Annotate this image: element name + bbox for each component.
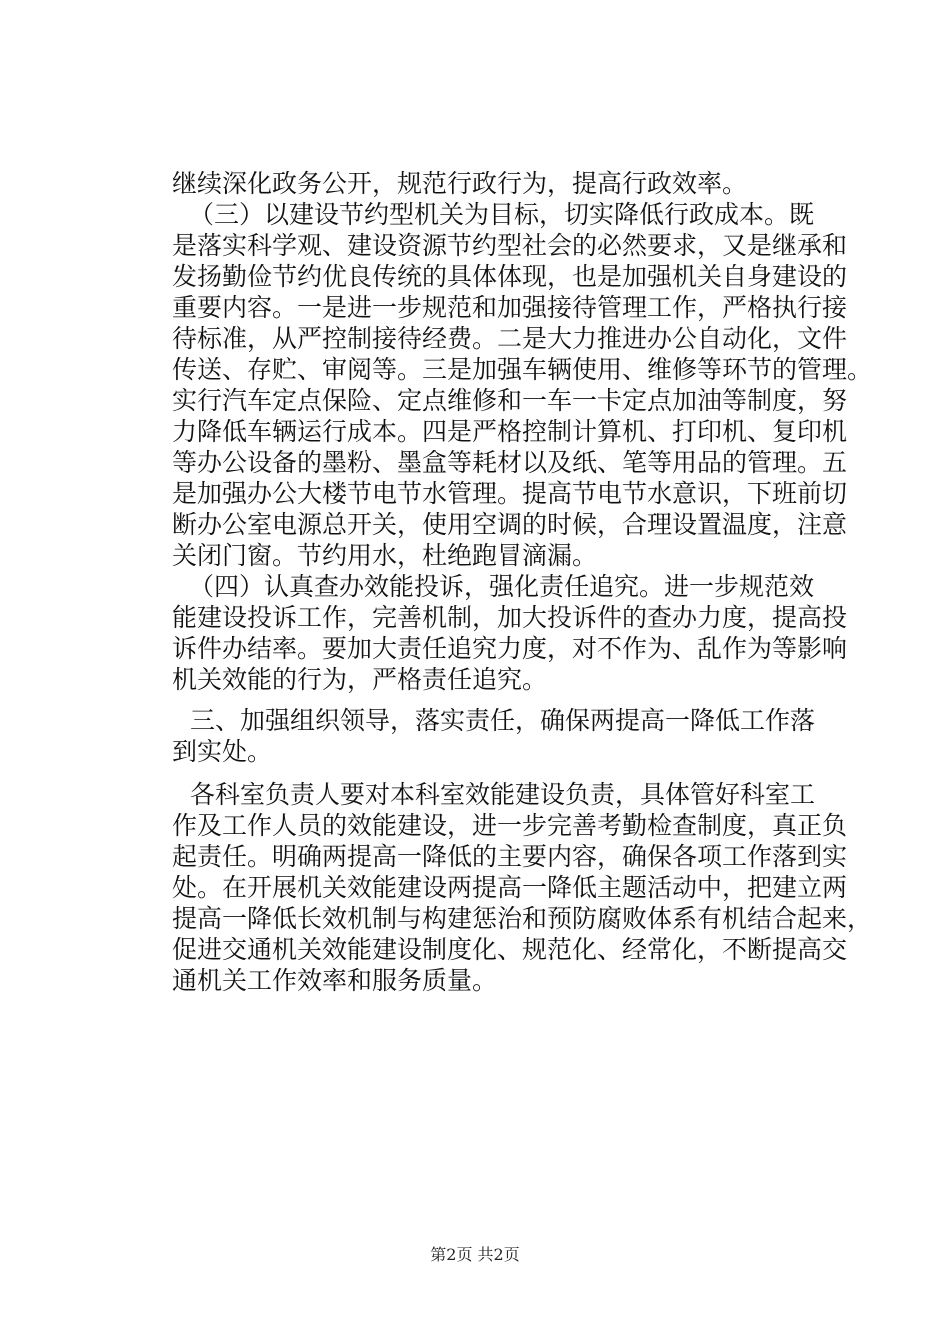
text-line: 重要内容。一是进一步规范和加强接待管理工作，严格执行接 [172, 293, 848, 322]
text-line: 处。在开展机关效能建设两提高一降低主题活动中，把建立两 [172, 873, 848, 902]
text-line: 实行汽车定点保险、定点维修和一车一卡定点加油等制度，努 [172, 386, 848, 415]
text-line: 通机关工作效率和服务质量。 [172, 966, 498, 995]
text-line: 到实处。 [172, 737, 273, 766]
text-line: 起责任。明确两提高一降低的主要内容，确保各项工作落到实 [172, 842, 848, 871]
text-line: 是落实科学观、建设资源节约型社会的必然要求，又是继承和 [172, 231, 848, 260]
paragraph-start-line: 各科室负责人要对本科室效能建设负责，具体管好科室工 [190, 780, 816, 809]
text-line: 提高一降低长效机制与构建惩治和预防腐败体系有机结合起来， [172, 904, 873, 933]
section-heading-line: （三）以建设节约型机关为目标，切实降低行政成本。既 [189, 200, 815, 229]
text-line: 是加强办公大楼节电节水管理。提高节电节水意识，下班前切 [172, 479, 848, 508]
text-line: 诉件办结率。要加大责任追究力度，对不作为、乱作为等影响 [172, 634, 848, 663]
text-line: 作及工作人员的效能建设，进一步完善考勤检查制度，真正负 [172, 811, 848, 840]
text-line: 关闭门窗。节约用水，杜绝跑冒滴漏。 [172, 541, 598, 570]
page-number: 第2页 共2页 [430, 1245, 520, 1264]
text-line: 机关效能的行为，严格责任追究。 [172, 665, 548, 694]
text-line: 等办公设备的墨粉、墨盒等耗材以及纸、笔等用品的管理。五 [172, 448, 848, 477]
text-line: 能建设投诉工作，完善机制，加大投诉件的查办力度，提高投 [172, 603, 848, 632]
text-line: 发扬勤俭节约优良传统的具体体现，也是加强机关自身建设的 [172, 262, 848, 291]
page-footer [0, 1244, 950, 1266]
section-heading-line: 三、加强组织领导，落实责任，确保两提高一降低工作落 [190, 706, 816, 735]
text-line: 传送、存贮、审阅等。三是加强车辆使用、维修等环节的管理。 [172, 355, 873, 384]
text-line: 继续深化政务公开，规范行政行为，提高行政效率。 [172, 169, 748, 198]
section-heading-line: （四）认真查办效能投诉，强化责任追究。进一步规范效 [189, 572, 815, 601]
text-line: 断办公室电源总开关，使用空调的时候，合理设置温度，注意 [172, 510, 848, 539]
text-line: 促进交通机关效能建设制度化、规范化、经常化，不断提高交 [172, 935, 848, 964]
document-body [172, 168, 873, 996]
text-line: 待标准，从严控制接待经费。二是大力推进办公自动化，文件 [172, 324, 848, 353]
text-line: 力降低车辆运行成本。四是严格控制计算机、打印机、复印机 [172, 417, 848, 446]
